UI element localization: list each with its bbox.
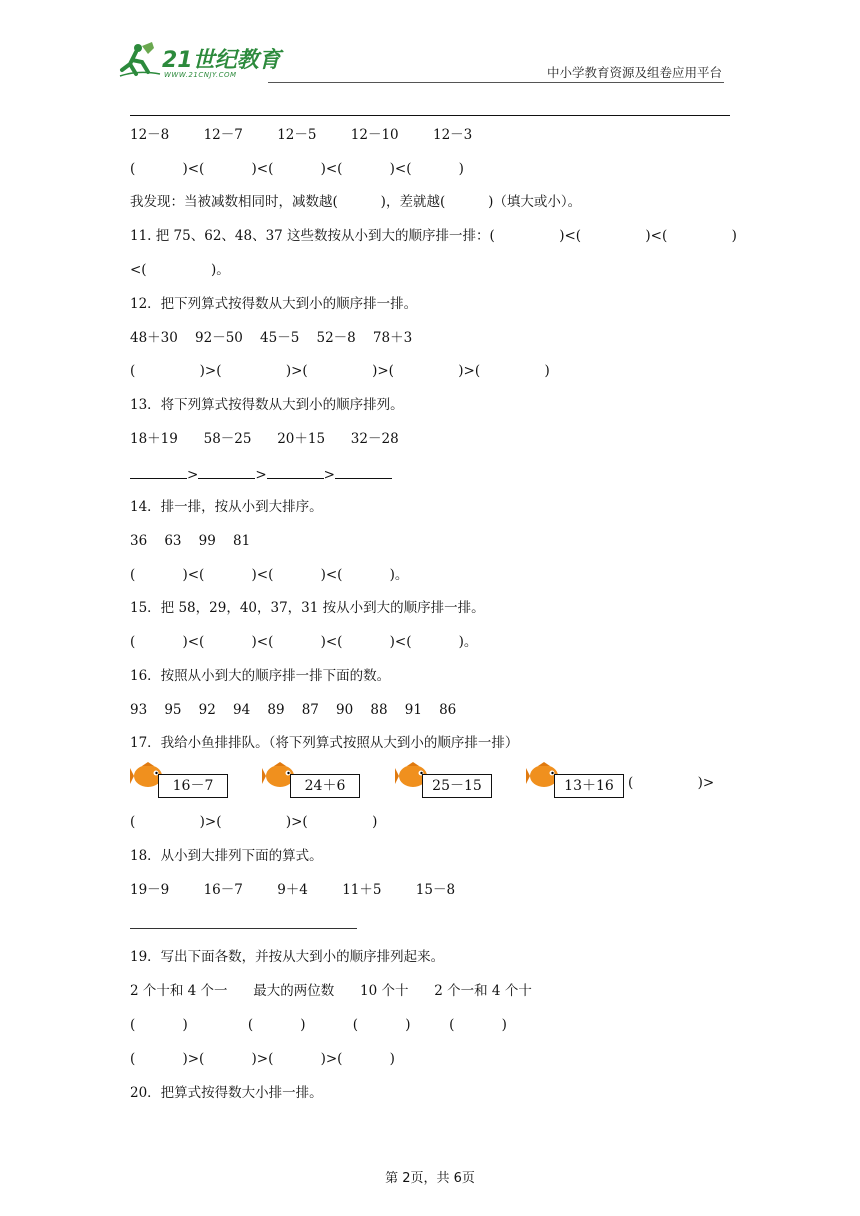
q13-prompt: 13．将下列算式按得数从大到小的顺序排列。 (130, 397, 404, 413)
q19-items: 2 个十和 4 个一 最大的两位数 10 个十 2 个一和 4 个十 (130, 983, 532, 999)
fish-expression-box: 16－7 (158, 774, 228, 798)
q18-answer-line (130, 928, 357, 929)
q12-prompt: 12．把下列算式按得数从大到小的顺序排一排。 (130, 296, 418, 312)
q15-prompt: 15．把 58，29，40，37，31 按从小到大的顺序排一排。 (130, 600, 485, 616)
answer-underline (130, 464, 187, 479)
q10-finding: 我发现：当被减数相同时，减数越( )，差就越( )（填大或小）。 (130, 194, 582, 210)
q12-blanks: ( )>( )>( )>( )>( ) (130, 363, 550, 379)
q13-expressions: 18＋19 58－25 20＋15 32－28 (130, 431, 399, 447)
q10-blanks: ( )<( )<( )<( )<( ) (130, 161, 464, 177)
q20-prompt: 20．把算式按得数大小排一排。 (130, 1085, 323, 1101)
answer-underline (198, 464, 255, 479)
header-rule (130, 115, 730, 116)
q10-expressions: 12－8 12－7 12－5 12－10 12－3 (130, 127, 473, 143)
greater-than: > (187, 467, 199, 483)
header-divider (268, 82, 724, 83)
fish-expression-box: 13＋16 (554, 774, 624, 798)
q16-prompt: 16．按照从小到大的顺序排一排下面的数。 (130, 668, 391, 684)
q18-prompt: 18．从小到大排列下面的算式。 (130, 848, 323, 864)
answer-underline (267, 464, 324, 479)
q17-blanks: ( )>( )>( ) (130, 814, 378, 830)
logo-text: 21世纪教育 (162, 48, 281, 73)
q13-blanks (130, 464, 392, 484)
q15-blanks: ( )<( )<( )<( )<( )。 (130, 634, 478, 650)
q17-prompt: 17．我给小鱼排排队。（将下列算式按照从大到小的顺序排一排） (130, 735, 519, 751)
q11-blank-continued: <( )。 (130, 262, 230, 278)
greater-than: > (323, 467, 335, 483)
q14-blanks: ( )<( )<( )<( )。 (130, 567, 409, 583)
q17-fish-row (130, 762, 730, 802)
logo (118, 40, 288, 84)
q19-value-blanks: ( ) ( ) ( ) ( ) (130, 1017, 507, 1033)
q14-prompt: 14．排一排，按从小到大排序。 (130, 499, 323, 515)
q14-numbers: 36 63 99 81 (130, 533, 251, 549)
page-number: 第 2页，共 6页 (385, 1171, 475, 1186)
q19-order-blanks: ( )>( )>( )>( ) (130, 1051, 395, 1067)
fish-expression-box: 25－15 (422, 774, 492, 798)
header-platform-name: 中小学教育资源及组卷应用平台 (546, 65, 722, 80)
q19-prompt: 19．写出下面各数，并按从大到小的顺序排列起来。 (130, 949, 445, 965)
q17-first-blank: ( )> (628, 775, 715, 791)
logo-url: WWW.21CNJY.COM (164, 71, 237, 79)
q16-numbers: 93 95 92 94 89 87 90 88 91 86 (130, 702, 457, 718)
runner-logo-icon (118, 40, 162, 80)
q18-expressions: 19－9 16－7 9＋4 11＋5 15－8 (130, 882, 456, 898)
fish-expression-box: 24＋6 (290, 774, 360, 798)
greater-than: > (255, 467, 267, 483)
q12-expressions: 48＋30 92－50 45－5 52－8 78＋3 (130, 330, 413, 346)
q11-prompt: 11. 把 75、62、48、37 这些数按从小到大的顺序排一排：( )<( )<( ) (130, 228, 737, 244)
answer-underline (335, 464, 392, 479)
